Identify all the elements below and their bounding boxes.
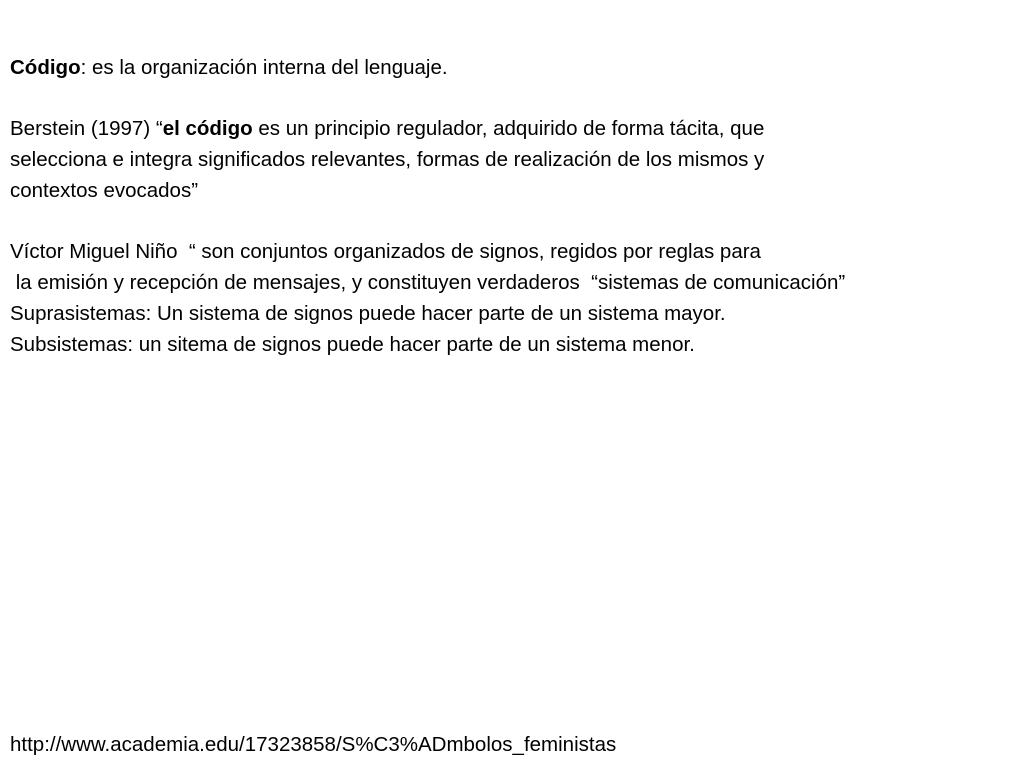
berstein-citation: Berstein (1997) “ bbox=[10, 117, 163, 140]
berstein-quote-line-3: contextos evocados” bbox=[10, 179, 199, 202]
nino-quote-line-2: la emisión y recepción de mensajes, y constituyen verdaderos “sistemas de comunicación” bbox=[10, 271, 846, 294]
berstein-quote-line-2: selecciona e integra significados relevantes, formas de realización de los mismos y bbox=[10, 148, 765, 171]
nino-quote-line-1: Víctor Miguel Niño “ son conjuntos organizados de signos, regidos por reglas para bbox=[10, 240, 761, 263]
definition-line bbox=[10, 52, 1010, 83]
definition-term: Código bbox=[10, 56, 81, 79]
berstein-bold-term: el código bbox=[162, 117, 253, 140]
paragraph-gap bbox=[10, 83, 1010, 113]
suprasistemas-line: Suprasistemas: Un sistema de signos puede hacer parte de un sistema mayor. bbox=[10, 302, 726, 325]
berstein-quote-text: es un principio regulador, adquirido de forma tácita, que bbox=[252, 117, 765, 140]
subsistemas-line: Subsistemas: un sitema de signos puede hacer parte de un sistema menor. bbox=[10, 333, 695, 356]
paragraph-gap bbox=[10, 206, 1010, 236]
source-url-text: http://www.academia.edu/17323858/S%C3%ADmbolos_feministas bbox=[10, 733, 617, 756]
slide-body-text bbox=[10, 52, 1010, 360]
definition-text: : es la organización interna del lenguaje. bbox=[80, 56, 448, 79]
berstein-quote-line-1 bbox=[10, 113, 1010, 144]
